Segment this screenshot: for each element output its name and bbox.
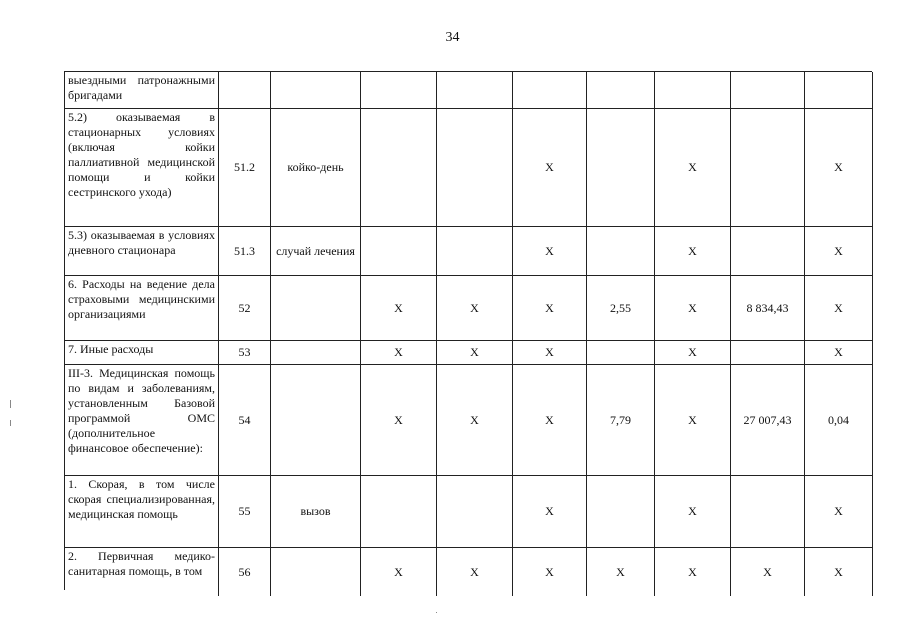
row-description [65,548,219,596]
value-cell: X [805,109,873,227]
row-description [65,476,219,548]
unit-cell [271,548,361,596]
value-cell [731,341,805,365]
value-cell: X [513,276,587,341]
row-number [219,72,271,109]
value-cell: X [805,476,873,548]
value-cell [805,72,873,109]
row-description [65,72,219,109]
value-cell: 2,55 [587,276,655,341]
value-cell: X [361,365,437,476]
value-cell: X [655,341,731,365]
value-cell: 27 007,43 [731,365,805,476]
row-description [65,109,219,227]
value-cell [655,72,731,109]
value-cell: X [805,341,873,365]
value-cell [437,227,513,276]
row-number: 51.2 [219,109,271,227]
value-cell: X [587,548,655,596]
row-description [65,276,219,341]
value-cell: X [513,227,587,276]
scan-artifact [10,420,11,426]
value-cell [361,72,437,109]
row-number: 55 [219,476,271,548]
value-cell [513,72,587,109]
value-cell [361,476,437,548]
value-cell: X [805,548,873,596]
value-cell: X [437,276,513,341]
value-cell: X [655,227,731,276]
value-cell: X [805,276,873,341]
value-cell [731,476,805,548]
value-cell: X [655,476,731,548]
value-cell: X [513,341,587,365]
row-number: 51.3 [219,227,271,276]
description-text: выездными патронажными бригадами [68,73,215,102]
value-cell [587,109,655,227]
unit-cell: случай лечения [271,227,361,276]
value-cell: X [513,365,587,476]
data-table [64,71,872,590]
unit-cell: койко-день [271,109,361,227]
unit-cell: вызов [271,476,361,548]
description-text: 5.2) оказываемая в стационарных условиях (включая койки паллиативной медицинской помощи и койки сестринского ухода) [68,110,215,199]
row-description [65,365,219,476]
value-cell: X [361,341,437,365]
row-number: 53 [219,341,271,365]
unit-cell [271,341,361,365]
scan-artifact [436,612,437,613]
value-cell [437,72,513,109]
unit-cell [271,72,361,109]
value-cell: X [437,341,513,365]
row-number: 56 [219,548,271,596]
row-description [65,227,219,276]
value-cell: X [513,548,587,596]
value-cell [731,109,805,227]
value-cell [437,476,513,548]
value-cell [731,72,805,109]
value-cell: X [731,548,805,596]
value-cell: 8 834,43 [731,276,805,341]
description-text: 2. Первичная медико-санитарная помощь, в том [68,549,215,578]
row-number: 52 [219,276,271,341]
value-cell: X [513,109,587,227]
value-cell: X [437,365,513,476]
value-cell [731,227,805,276]
row-description [65,341,219,365]
value-cell: X [513,476,587,548]
value-cell [437,109,513,227]
scan-artifact [10,400,11,408]
value-cell: X [805,227,873,276]
value-cell [361,227,437,276]
value-cell: X [655,365,731,476]
description-text: III-3. Медицинская помощь по видам и заболеваниям, установленным Базовой программой ОМС (дополнительное финансовое обеспечение): [68,366,215,455]
value-cell: X [655,109,731,227]
description-text: 7. Иные расходы [68,342,154,356]
value-cell: 7,79 [587,365,655,476]
description-text: 1. Скорая, в том числе скорая специализированная, медицинская помощь [68,477,215,521]
value-cell [587,476,655,548]
unit-cell [271,276,361,341]
value-cell: X [437,548,513,596]
unit-cell [271,365,361,476]
page-number: 34 [445,30,460,45]
value-cell: X [655,548,731,596]
value-cell: X [655,276,731,341]
value-cell: 0,04 [805,365,873,476]
row-number: 54 [219,365,271,476]
value-cell [587,341,655,365]
value-cell [361,109,437,227]
description-text: 6. Расходы на ведение дела страховыми медицинскими организациями [68,277,215,321]
value-cell: X [361,548,437,596]
value-cell: X [361,276,437,341]
value-cell [587,72,655,109]
value-cell [587,227,655,276]
description-text: 5.3) оказываемая в условиях дневного стационара [68,228,215,257]
